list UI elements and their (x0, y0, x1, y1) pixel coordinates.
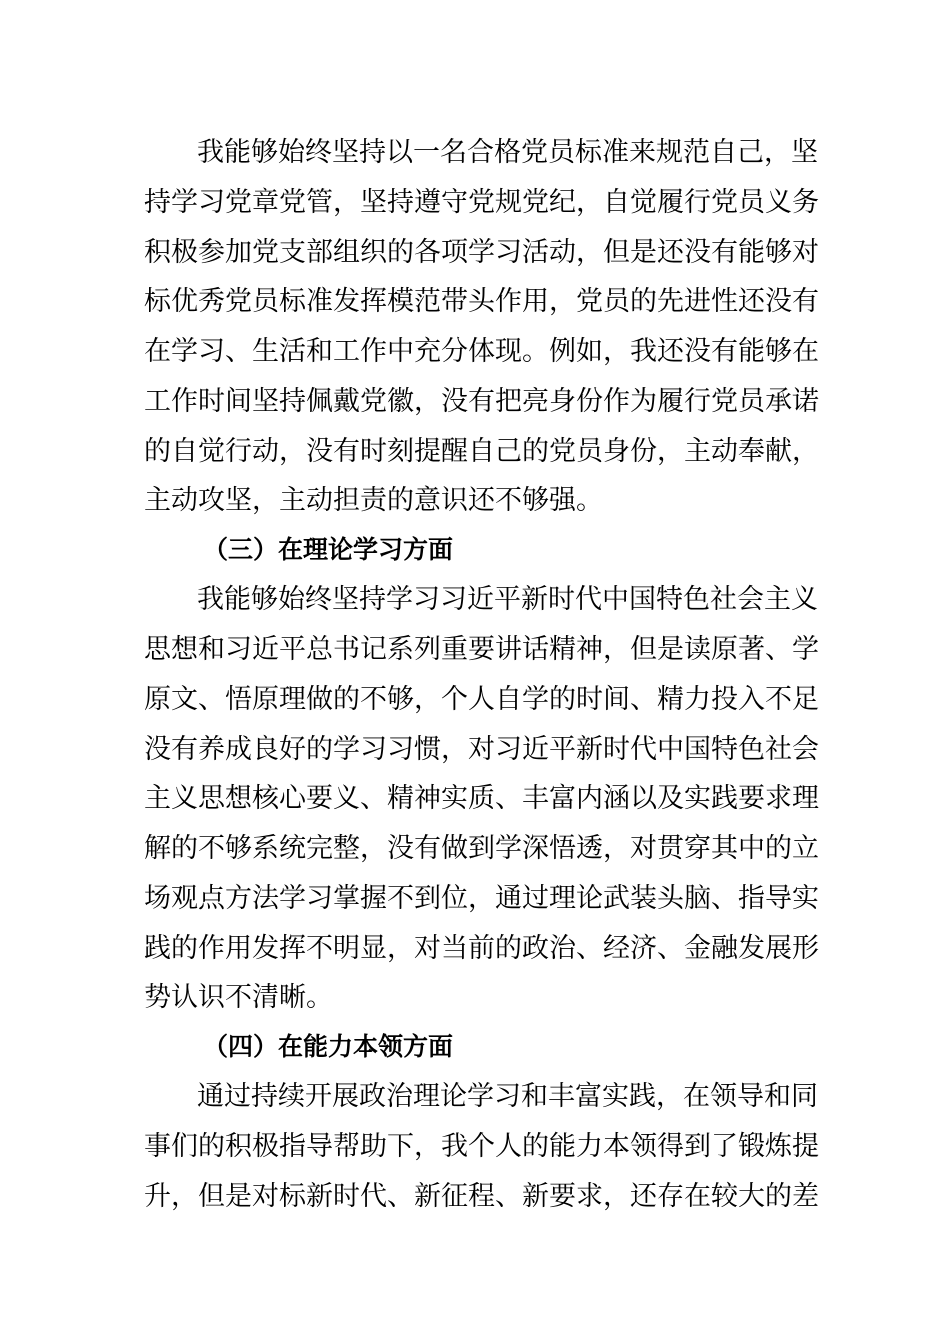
paragraph-2-line-2: 思想和习近平总书记系列重要讲话精神，但是读原著、学 (144, 634, 819, 665)
paragraph-2-line-7: 场观点方法学习掌握不到位，通过理论武装头脑、指导实 (144, 883, 819, 914)
paragraph-1-line-7: 的自觉行动，没有时刻提醒自己的党员身份，主动奉献， (144, 436, 819, 467)
paragraph-2-line-3: 原文、悟原理做的不够，个人自学的时间、精力投入不足 (144, 684, 819, 715)
section-heading-4: （四）在能力本领方面 (203, 1032, 454, 1061)
paragraph-2-line-8: 践的作用发挥不明显，对当前的政治、经济、金融发展形 (144, 933, 819, 964)
paragraph-1-line-6: 工作时间坚持佩戴党徽，没有把亮身份作为履行党员承诺 (144, 386, 819, 417)
paragraph-1-line-1: 我能够始终坚持以一名合格党员标准来规范自己，坚 (197, 137, 818, 168)
section-heading-3: （三）在理论学习方面 (203, 535, 454, 564)
paragraph-1-line-3: 积极参加党支部组织的各项学习活动，但是还没有能够对 (144, 237, 819, 268)
paragraph-3-line-1: 通过持续开展政治理论学习和丰富实践，在领导和同 (197, 1081, 818, 1112)
paragraph-2-line-4: 没有养成良好的学习习惯，对习近平新时代中国特色社会 (144, 734, 819, 765)
paragraph-1-line-4: 标优秀党员标准发挥模范带头作用，党员的先进性还没有 (144, 286, 819, 317)
paragraph-3-line-2: 事们的积极指导帮助下，我个人的能力本领得到了锻炼提 (144, 1131, 819, 1162)
paragraph-1-line-2: 持学习党章党管，坚持遵守党规党纪，自觉履行党员义务 (144, 187, 819, 218)
paragraph-2-line-5: 主义思想核心要义、精神实质、丰富内涵以及实践要求理 (144, 783, 819, 814)
paragraph-1-line-8: 主动攻坚，主动担责的意识还不够强。 (144, 485, 603, 516)
paragraph-2-line-1: 我能够始终坚持学习习近平新时代中国特色社会主义 (197, 584, 818, 615)
paragraph-1-line-5: 在学习、生活和工作中充分体现。例如，我还没有能够在 (144, 336, 819, 367)
paragraph-2-line-9: 势认识不清晰。 (144, 982, 333, 1013)
paragraph-2-line-6: 解的不够系统完整，没有做到学深悟透，对贯穿其中的立 (144, 833, 819, 864)
paragraph-3-line-3: 升，但是对标新时代、新征程、新要求，还存在较大的差 (144, 1181, 819, 1212)
